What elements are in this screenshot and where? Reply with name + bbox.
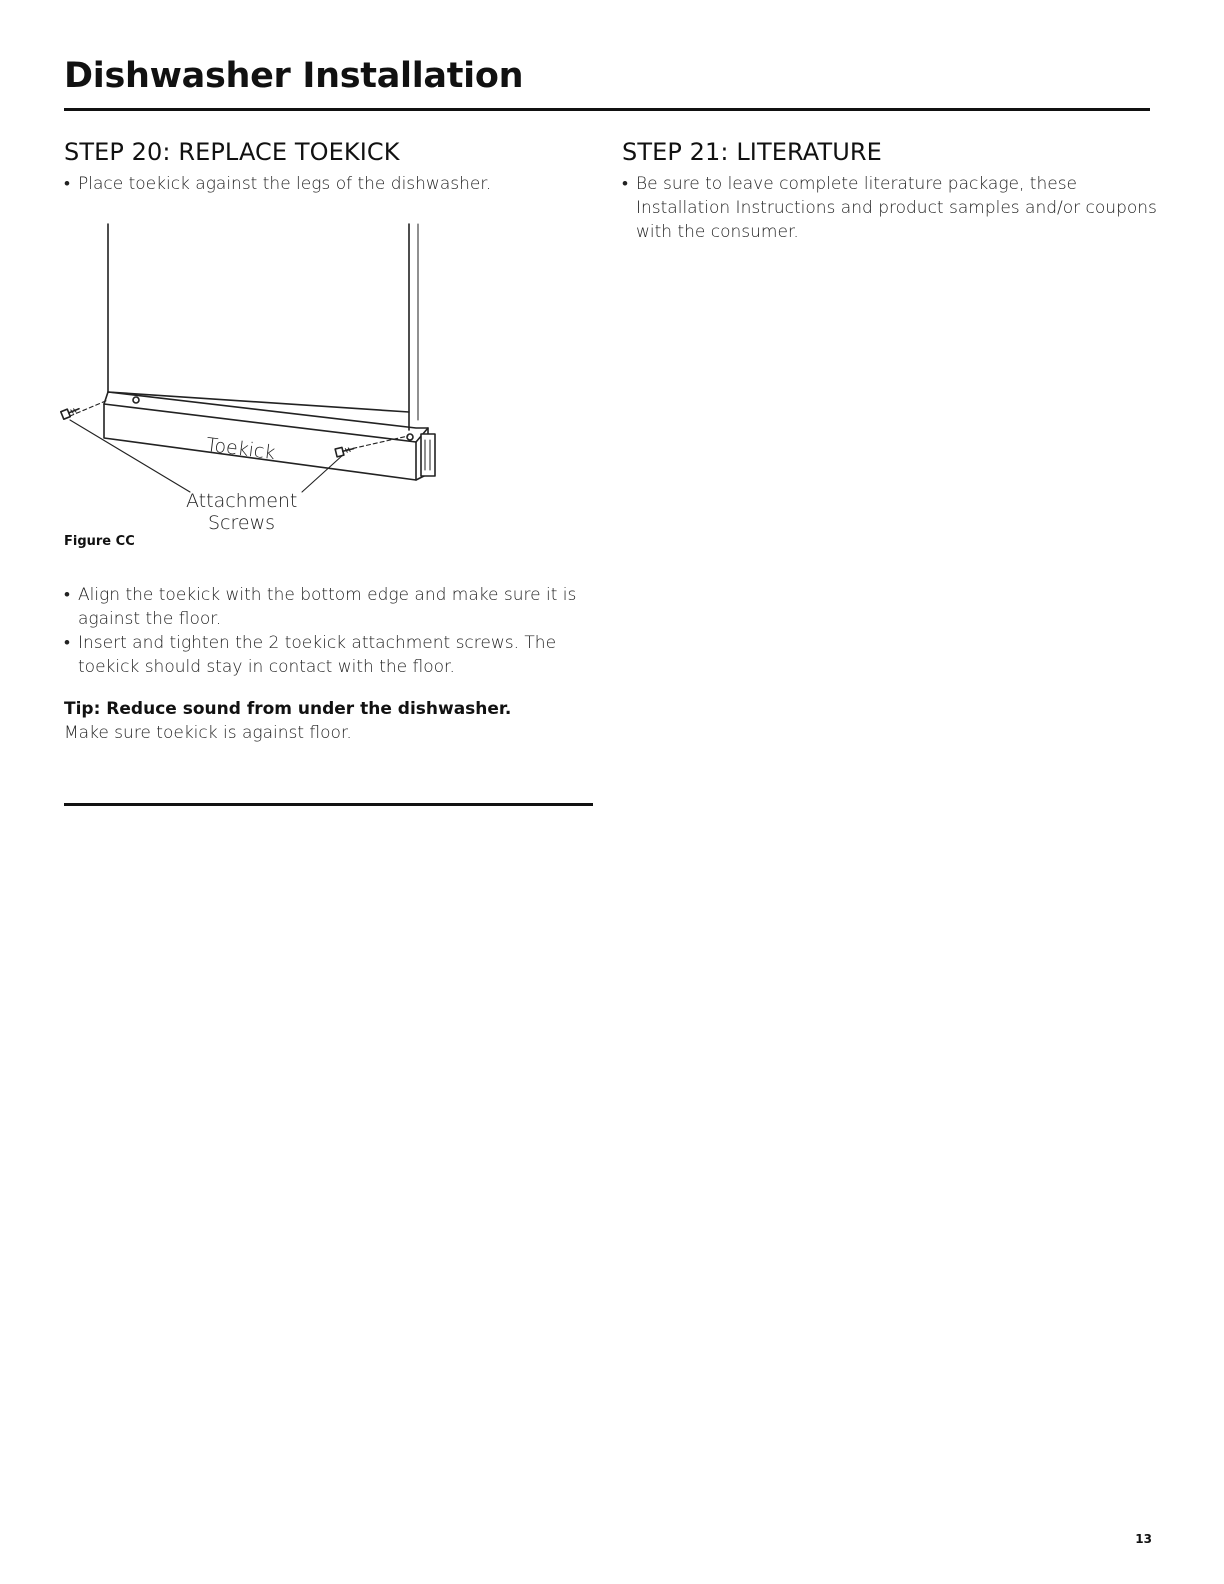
toekick-bracket [421, 434, 435, 476]
page-title: Dishwasher Installation [64, 56, 524, 96]
attachment-label-line-1: Attachment [186, 490, 298, 512]
figure-caption: Figure CC [64, 534, 135, 549]
toekick-label: Toekick [204, 433, 277, 465]
left-screw-path [70, 400, 108, 416]
step-21-section [622, 138, 1162, 244]
right-attachment-screw [335, 445, 354, 457]
list-item: • Align the toekick with the bottom edge and make sure it is against the floor. [64, 583, 594, 631]
title-divider [64, 108, 1150, 111]
toekick-bar [104, 392, 428, 480]
step-20-instruction-list [64, 583, 594, 679]
step-21-list [622, 172, 1162, 244]
attachment-label-line-2: Screws [208, 512, 276, 534]
screw-hole-right [407, 434, 413, 440]
toekick-diagram [56, 214, 476, 534]
leader-line-right [302, 454, 344, 492]
tip-body: Make sure toekick is against floor. [64, 723, 352, 743]
tip-title: Tip: Reduce sound from under the dishwasher. [64, 699, 512, 719]
toekick-figure [56, 214, 476, 534]
step-21-heading: STEP 21: LITERATURE [622, 138, 882, 166]
list-item: • Be sure to leave complete literature package, these Installation Instructions and product samples and/or coupons with the consumer. [622, 172, 1162, 244]
right-screw-path [346, 436, 408, 450]
leader-line-left [70, 420, 190, 492]
step-20-intro-bullet: • Place toekick against the legs of the dishwasher. [64, 172, 594, 196]
section-divider [64, 803, 593, 806]
left-attachment-screw [61, 405, 81, 419]
list-item: • Insert and tighten the 2 toekick attachment screws. The toekick should stay in contact with the floor. [64, 631, 594, 679]
step-20-heading: STEP 20: REPLACE TOEKICK [64, 138, 400, 166]
page-number: 13 [1135, 1532, 1152, 1546]
step-20-intro-list [64, 172, 594, 196]
step-20-section [64, 138, 594, 745]
screw-hole-left [133, 397, 139, 403]
